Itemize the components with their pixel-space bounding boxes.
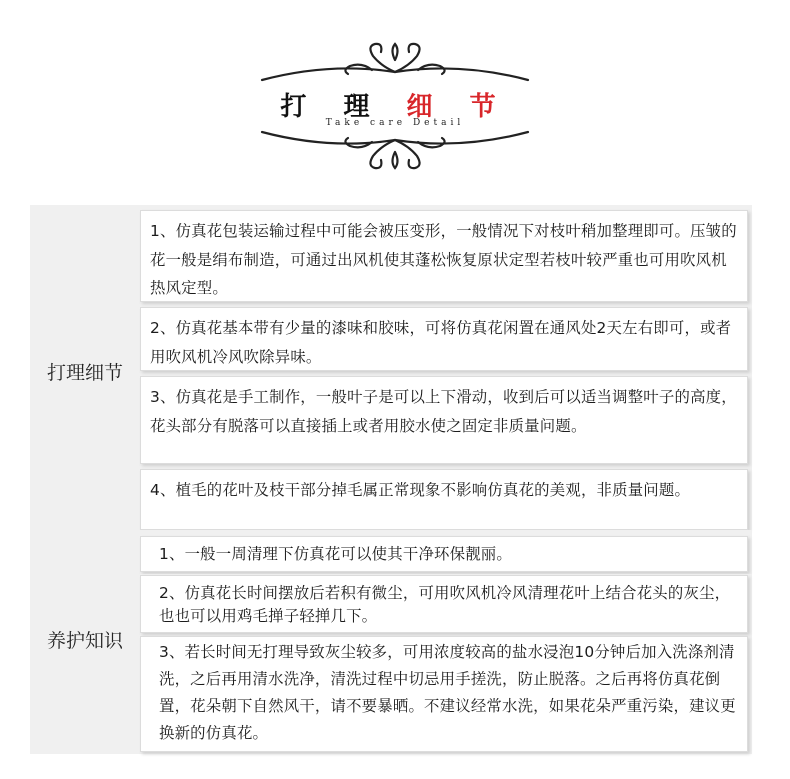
- section2-item-1: 1、一般一周清理下仿真花可以使其干净环保靓丽。: [140, 536, 748, 572]
- section1-item-4: 4、植毛的花叶及枝干部分掉毛属正常现象不影响仿真花的美观，非质量问题。: [140, 469, 748, 530]
- title-block: [260, 82, 530, 132]
- section1-item-1: 1、仿真花包装运输过程中可能会被压变形，一般情况下对枝叶稍加整理即可。压皱的花一般是绢布制造，可通过出风机使其蓬松恢复原状定型若枝叶较严重也可用吹风机热风定型。: [140, 210, 748, 302]
- section1-category: [30, 205, 140, 530]
- section2-label: 养护知识: [46, 630, 123, 652]
- section2-category: [30, 574, 140, 754]
- header: [0, 0, 790, 195]
- section2-item-3: 3、若长时间无打理导致灰尘较多，可用浓度较高的盐水浸泡10分钟后加入洗涤剂清洗，之后再用清水洗净，清洗过程中切忌用手搓洗，防止脱落。之后再将仿真花倒置，花朵朝下自然风干，请不要暴晒。不建议经常水洗，如果花朵严重污染，建议更换新的仿真花。: [140, 636, 748, 752]
- title-red: 细 节: [406, 92, 510, 122]
- section1-item-2: 2、仿真花基本带有少量的漆味和胶味，可将仿真花闲置在通风处2天左右即可，或者用吹风机冷风吹除异味。: [140, 307, 748, 371]
- title-black: 打 理: [280, 92, 384, 122]
- section1-label: 打理细节: [46, 362, 123, 384]
- page-subtitle: Take care Detail: [325, 118, 465, 128]
- section1-item-3: 3、仿真花是手工制作，一般叶子是可以上下滑动，收到后可以适当调整叶子的高度，花头部分有脱落可以直接插上或者用胶水使之固定非质量问题。: [140, 376, 748, 464]
- section2-item-2: 2、仿真花长时间摆放后若积有微尘，可用吹风机冷风清理花叶上结合花头的灰尘，也也可以用鸡毛掸子轻掸几下。: [140, 575, 748, 633]
